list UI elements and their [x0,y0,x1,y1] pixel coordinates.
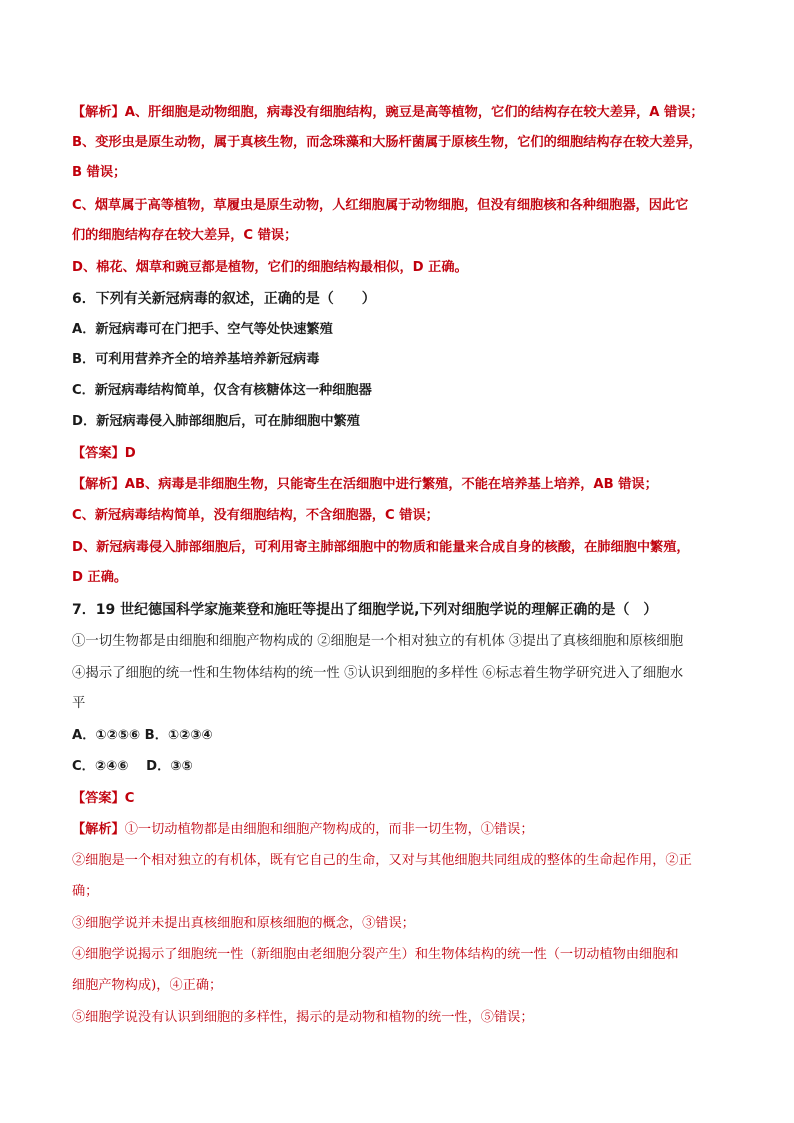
q7-options-ab: A．①②⑤⑥ B．①②③④ [72,728,213,743]
q7-items-line-3: 平 [72,696,86,711]
q7-analysis-label: 【解析】 [72,822,125,837]
q6-option-c: C．新冠病毒结构简单，仅含有核糖体这一种细胞器 [72,383,372,398]
q6-analysis-line-2: C、新冠病毒结构简单，没有细胞结构，不含细胞器，C 错误； [72,508,439,523]
q7-analysis-line-2: ②细胞是一个相对独立的有机体，既有它自己的生命，又对与其他细胞共同组成的整体的生命起作用，②正 [72,853,692,868]
q6-option-a: A．新冠病毒可在门把手、空气等处快速繁殖 [72,322,333,337]
q7-items-line-2: ④揭示了细胞的统一性和生物体结构的统一性 ⑤认识到细胞的多样性 ⑥标志着生物学研究进入了细胞水 [72,666,684,681]
q5-analysis-line-2: B、变形虫是原生动物，属于真核生物，而念珠藻和大肠杆菌属于原核生物，它们的细胞结构存在较大差异， [72,135,702,150]
q7-analysis-line-5: ④细胞学说揭示了细胞统一性（新细胞由老细胞分裂产生）和生物体结构的统一性（一切动植物由细胞和 [72,947,679,962]
q7-answer-value: C [124,791,135,806]
q6-answer [72,444,136,464]
q7-options-cd: C．②④⑥ D．③⑤ [72,759,193,774]
q7-analysis-line-1: 【解析】①一切动植物都是由细胞和细胞产物构成的，而非一切生物，①错误； [72,822,534,837]
q7-analysis-line-3: 确； [72,884,99,899]
q5-analysis-line-6: D、棉花、烟草和豌豆都是植物，它们的细胞结构最相似，D 正确。 [72,260,468,275]
q5-analysis-label: 【解析】 [72,105,125,120]
q6-analysis-label: 【解析】 [72,477,125,492]
q7-analysis-line-7: ⑤细胞学说没有认识到细胞的多样性，揭示的是动物和植物的统一性，⑤错误； [72,1010,534,1025]
q5-analysis-line-4: C、烟草属于高等植物，草履虫是原生动物，人红细胞属于动物细胞，但没有细胞核和各种细胞器，因此它 [72,198,689,213]
q6-analysis-line-3: D、新冠病毒侵入肺部细胞后，可利用寄主肺部细胞中的物质和能量来合成自身的核酸，在肺细胞中繁殖， [72,540,690,555]
q6-option-d: D．新冠病毒侵入肺部细胞后，可在肺细胞中繁殖 [72,414,360,429]
q6-analysis-line-4: D 正确。 [72,570,128,585]
q5-analysis-line-1: 【解析】A、肝细胞是动物细胞，病毒没有细胞结构，豌豆是高等植物，它们的结构存在较大差异，A 错误； [72,105,704,120]
q6-answer-value: D [124,446,136,461]
q7-analysis-line-6: 细胞产物构成)，④正确； [72,978,223,993]
q7-stem: 7．19 世纪德国科学家施莱登和施旺等提出了细胞学说,下列对细胞学说的理解正确的是（ ） [72,602,658,618]
q5-analysis-line-3: B 错误； [72,165,127,180]
q6-option-b: B．可利用营养齐全的培养基培养新冠病毒 [72,352,320,367]
q7-answer-label: 【答案】 [72,791,125,806]
q5-analysis-line-5: 们的细胞结构存在较大差异，C 错误； [72,228,298,243]
q6-answer-label: 【答案】 [72,446,125,461]
q6-analysis-line-1: 【解析】AB、病毒是非细胞生物，只能寄生在活细胞中进行繁殖，不能在培养基上培养，AB 错误； [72,477,658,492]
q7-analysis-line-4: ③细胞学说并未提出真核细胞和原核细胞的概念，③错误； [72,916,415,931]
q6-stem: 6．下列有关新冠病毒的叙述，正确的是（ ） [72,291,376,307]
q7-items-line-1: ①一切生物都是由细胞和细胞产物构成的 ②细胞是一个相对独立的有机体 ③提出了真核细胞和原核细胞 [72,634,684,649]
q7-answer [72,789,134,809]
